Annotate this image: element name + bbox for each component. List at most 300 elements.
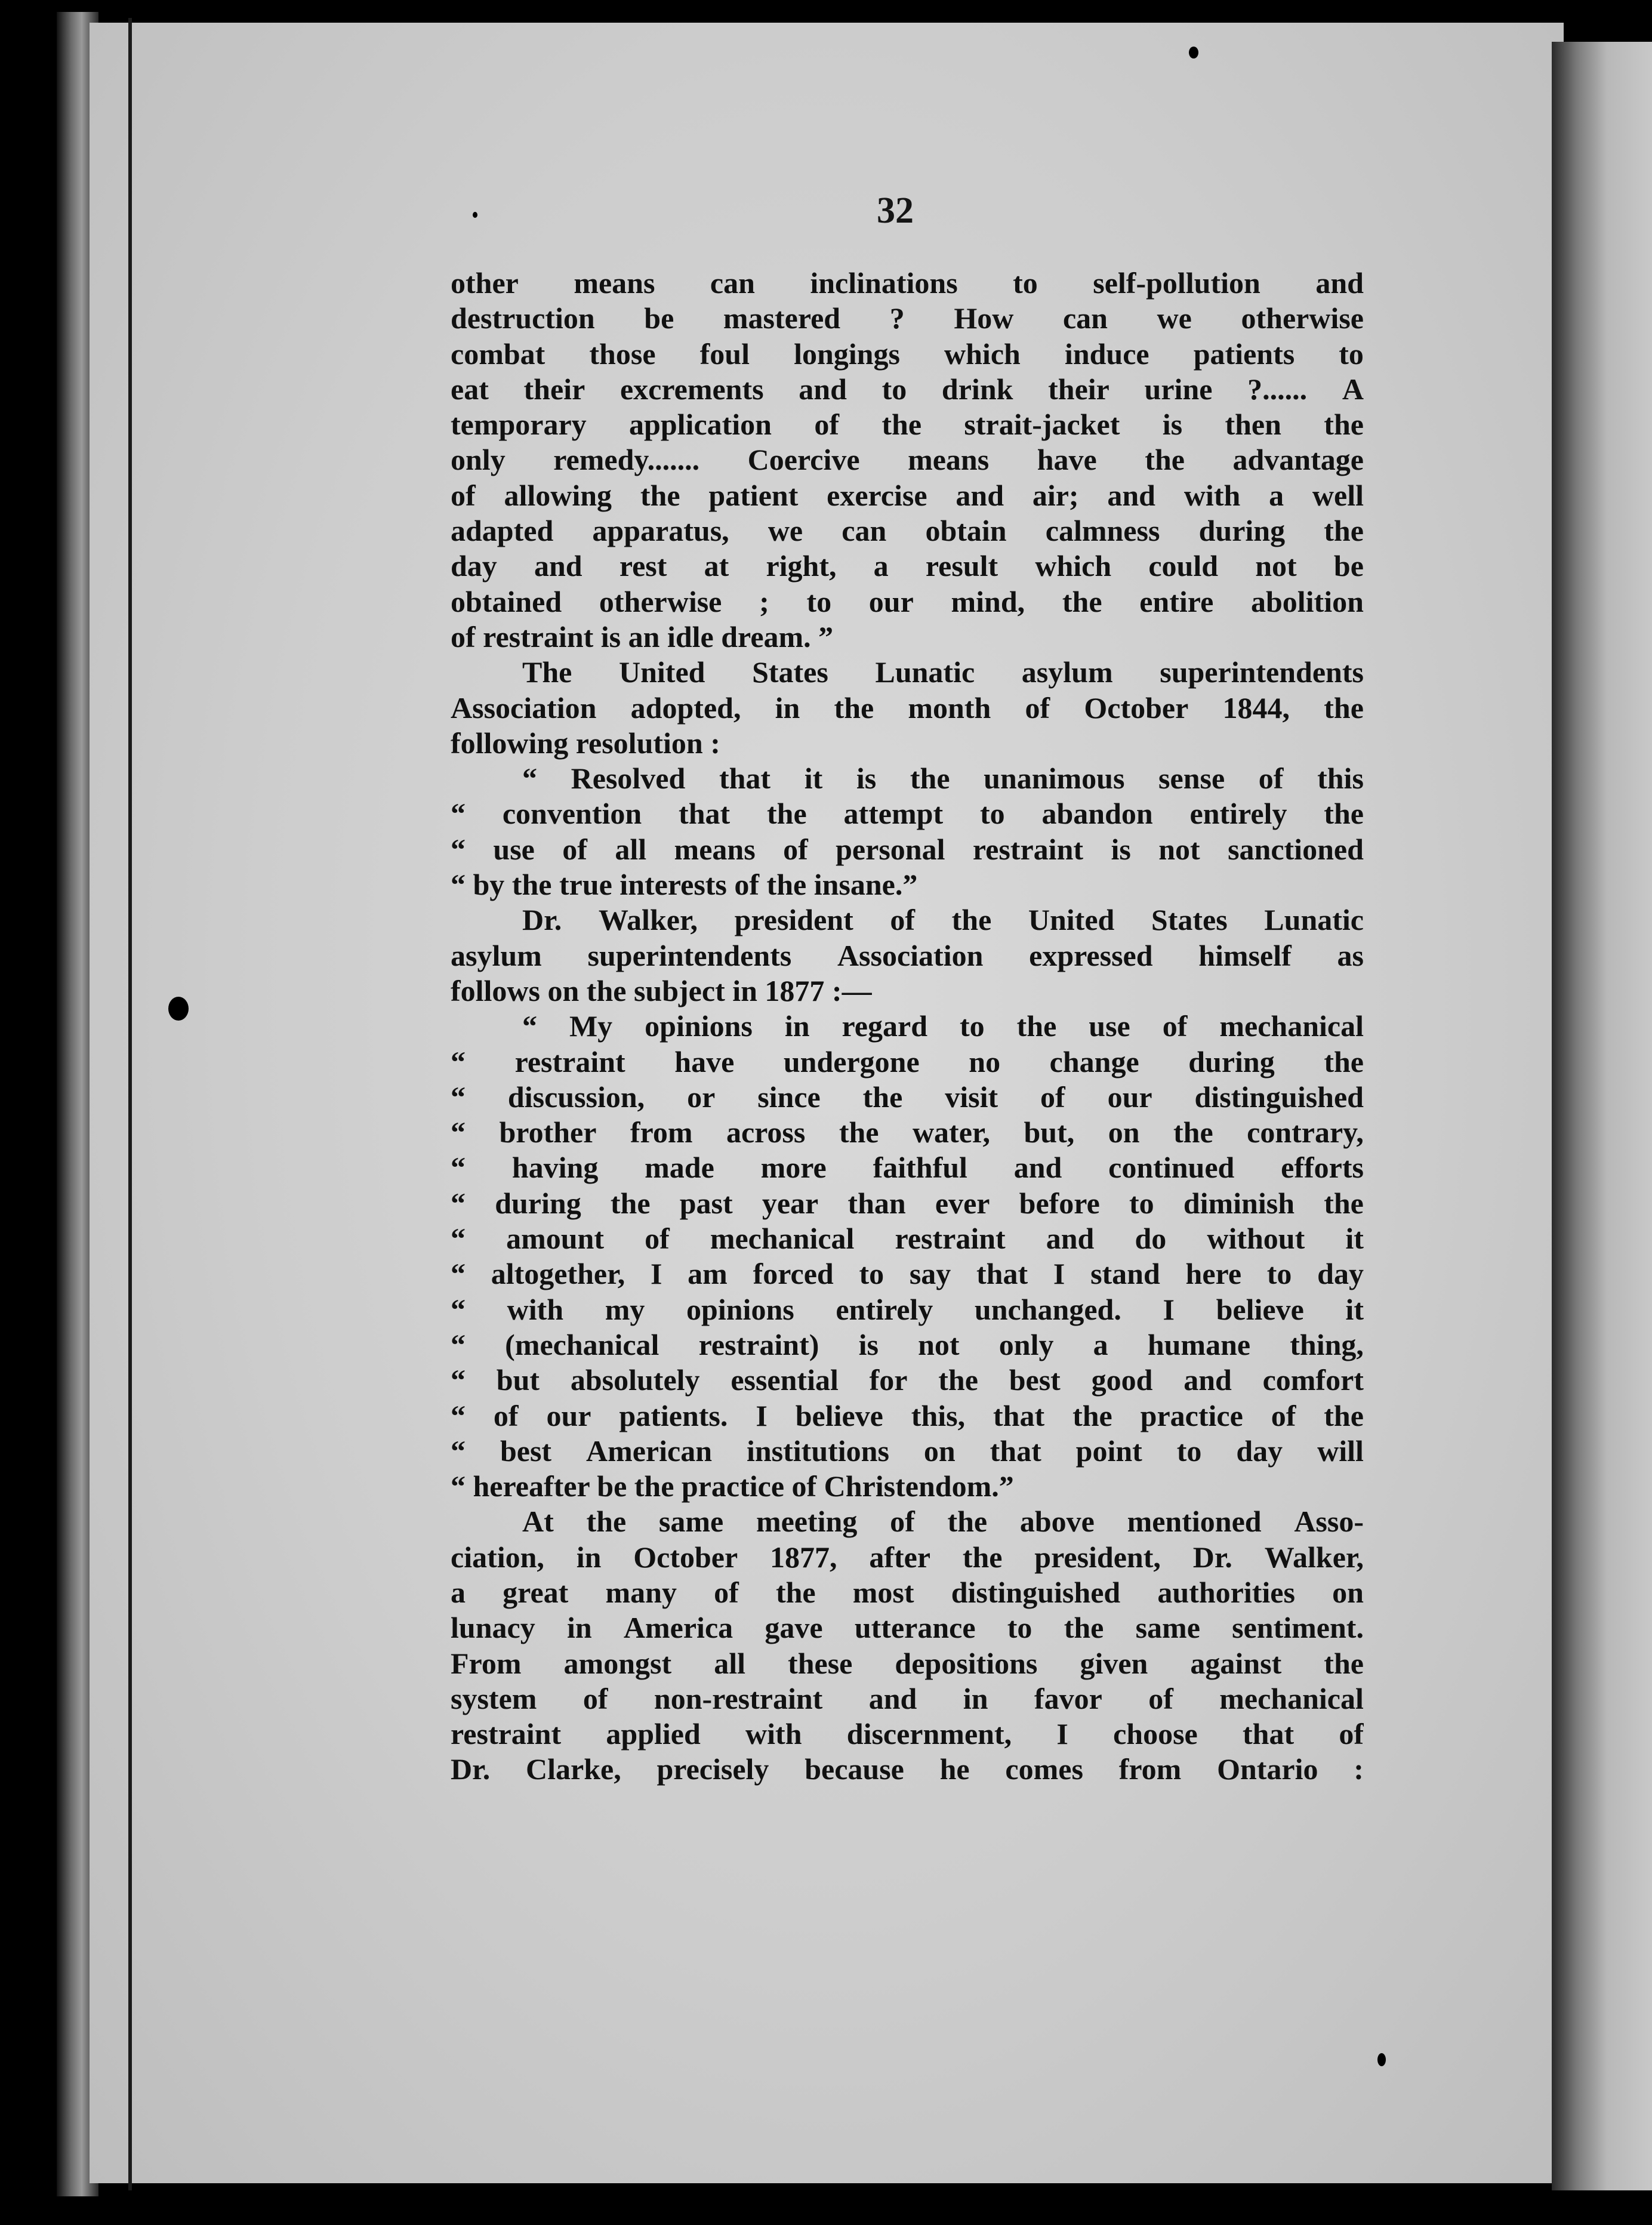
quote-line <box>451 761 1364 796</box>
word: of <box>1148 1681 1173 1715</box>
word: it <box>804 762 823 796</box>
word: ciation, <box>451 1540 544 1574</box>
word: with <box>507 1292 564 1326</box>
word: restraint) <box>698 1327 819 1361</box>
word: of <box>1025 691 1050 725</box>
word: during <box>1198 514 1286 548</box>
word: right, <box>766 549 837 583</box>
word: drink <box>941 372 1013 406</box>
word: of <box>890 903 916 937</box>
word: remedy....... <box>553 443 700 477</box>
word: and <box>956 478 1004 512</box>
word: “ <box>451 1151 466 1185</box>
word: of <box>1258 762 1284 796</box>
word: we <box>1157 301 1192 335</box>
word: mechanical <box>1219 1009 1364 1043</box>
quote-line: “ hereafter be the practice of Christendom.” <box>451 1469 1014 1503</box>
word: entirely <box>836 1292 933 1326</box>
word: not <box>918 1327 960 1361</box>
word: asylum <box>451 938 542 972</box>
word: here <box>1185 1257 1242 1291</box>
text-line <box>451 902 1364 938</box>
word: “ <box>522 1009 537 1043</box>
word: sanctioned <box>1228 832 1364 866</box>
word: to <box>1129 1186 1154 1220</box>
text-line <box>451 1610 1364 1645</box>
text-line <box>451 337 1364 372</box>
word: faithful <box>873 1151 967 1185</box>
word: a <box>1093 1327 1108 1361</box>
word: do <box>1135 1222 1167 1256</box>
word: good <box>1091 1363 1153 1397</box>
text-line <box>451 548 1364 584</box>
word: the <box>1324 691 1364 725</box>
word: on <box>1332 1575 1364 1609</box>
word: unanimous <box>984 762 1125 796</box>
word: after <box>869 1540 931 1574</box>
word: to <box>959 1009 985 1043</box>
text-line <box>451 1716 1364 1752</box>
word: I <box>650 1257 662 1291</box>
word: the <box>1324 408 1364 442</box>
word: than <box>847 1186 906 1220</box>
word: during <box>1188 1044 1275 1078</box>
text-line: follows on the subject in 1877 :— <box>451 973 872 1007</box>
word: that <box>1242 1717 1295 1751</box>
word: to <box>1013 266 1038 300</box>
word: destruction <box>451 301 595 335</box>
word: the <box>910 762 950 796</box>
word: adopted, <box>630 691 741 725</box>
word: use <box>1089 1009 1130 1043</box>
word: Resolved <box>571 762 686 796</box>
word: with <box>1183 478 1241 512</box>
word: of <box>1271 1398 1296 1432</box>
word: the <box>775 1575 816 1609</box>
word: rest <box>619 549 667 583</box>
word: of <box>451 478 476 512</box>
word: and <box>1046 1222 1095 1256</box>
word: temporary <box>451 408 587 442</box>
word: the <box>938 1363 978 1397</box>
word: foul <box>699 337 750 371</box>
word: amongst <box>563 1646 672 1680</box>
text-line <box>451 1681 1364 1716</box>
word: same <box>658 1505 724 1539</box>
word: is <box>858 1327 879 1361</box>
quote-line <box>451 1363 1364 1398</box>
word: day <box>1317 1257 1364 1291</box>
word: and <box>1315 266 1364 300</box>
word: and <box>1107 478 1155 512</box>
word: to <box>1339 337 1364 371</box>
word: undergone <box>783 1044 920 1078</box>
word: their <box>523 372 585 406</box>
word: the <box>951 903 992 937</box>
word: excrements <box>620 372 764 406</box>
word: their <box>1048 372 1109 406</box>
word: Association <box>837 938 984 972</box>
word: regard <box>842 1009 927 1043</box>
word: that <box>990 1434 1041 1468</box>
word: comes <box>1005 1752 1083 1786</box>
word: discernment, <box>846 1717 1012 1751</box>
word: of <box>890 1505 915 1539</box>
word: Walker, <box>1264 1540 1364 1574</box>
word: application <box>629 408 772 442</box>
word: patient <box>708 478 799 512</box>
word: restraint <box>451 1717 562 1751</box>
word: be <box>1333 549 1364 583</box>
word: Clarke, <box>526 1752 621 1786</box>
text-line: following resolution : <box>451 726 720 760</box>
word: sense <box>1158 762 1225 796</box>
word: but, <box>1024 1115 1075 1150</box>
word: choose <box>1113 1717 1198 1751</box>
word: on <box>1108 1115 1140 1150</box>
word: is <box>1111 832 1131 866</box>
word: practice <box>1140 1398 1243 1432</box>
word: urine <box>1144 372 1213 406</box>
quote-line: “ by the true interests of the insane.” <box>451 868 918 902</box>
word: in <box>775 691 800 725</box>
quote-line <box>451 1150 1364 1185</box>
word: “ <box>451 1292 466 1326</box>
word: many <box>605 1575 677 1609</box>
word: “ <box>451 1186 466 1220</box>
word: to <box>979 797 1005 831</box>
word: only <box>451 443 506 477</box>
word: change <box>1049 1044 1139 1078</box>
word: the <box>1072 1398 1112 1432</box>
word: restraint <box>972 832 1084 866</box>
word: president, <box>1034 1540 1161 1574</box>
word: believe <box>795 1398 883 1432</box>
word: this, <box>911 1398 966 1432</box>
word: Lunatic <box>1264 903 1364 937</box>
word: ; <box>759 584 769 618</box>
word: himself <box>1198 938 1292 972</box>
word: “ <box>451 1257 466 1291</box>
word: obtained <box>451 584 562 618</box>
word: entire <box>1139 584 1214 618</box>
word: precisely <box>657 1752 769 1786</box>
word: but <box>496 1363 540 1397</box>
word: to <box>1007 1611 1032 1645</box>
word: institutions <box>746 1434 889 1468</box>
text-line <box>451 372 1364 407</box>
word: year <box>762 1186 819 1220</box>
word: attempt <box>843 797 944 831</box>
word: American <box>585 1434 713 1468</box>
binding-rule <box>128 18 132 2190</box>
word: longings <box>794 337 900 371</box>
word: and <box>868 1681 917 1715</box>
word: to <box>1266 1257 1292 1291</box>
text-line <box>451 691 1364 726</box>
word: “ <box>522 762 537 796</box>
word: amount <box>506 1222 604 1256</box>
word: of <box>814 408 840 442</box>
word: the <box>834 691 874 725</box>
word: opinions <box>686 1292 794 1326</box>
word: and <box>1013 1151 1062 1185</box>
word: patients <box>1193 337 1295 371</box>
word: I <box>756 1398 768 1432</box>
scan-speck <box>168 997 189 1021</box>
word: be <box>644 301 674 335</box>
word: the <box>767 797 807 831</box>
word: superintendents <box>1160 655 1364 689</box>
word: will <box>1317 1434 1364 1468</box>
word: otherwise <box>1241 301 1364 335</box>
word: 1877, <box>770 1540 837 1574</box>
word: for <box>869 1363 908 1397</box>
word: Lunatic <box>875 655 975 689</box>
word: America <box>623 1611 733 1645</box>
word: use <box>493 832 535 866</box>
word: non-restraint <box>654 1681 823 1715</box>
word: “ <box>451 1327 466 1361</box>
word: calmness <box>1045 514 1160 548</box>
word: self-pollution <box>1093 266 1260 300</box>
word: stand <box>1090 1257 1160 1291</box>
word: I <box>1053 1257 1065 1291</box>
word: combat <box>451 337 545 371</box>
word: believe <box>1216 1292 1304 1326</box>
word: ever <box>935 1186 990 1220</box>
word: that <box>993 1398 1045 1432</box>
word: From <box>451 1646 522 1680</box>
word: made <box>645 1151 714 1185</box>
word: more <box>760 1151 827 1185</box>
word: result <box>925 549 998 583</box>
word: before <box>1019 1186 1100 1220</box>
text-line <box>451 266 1364 301</box>
word: to <box>882 372 907 406</box>
word: a <box>451 1575 466 1609</box>
word: or <box>687 1080 716 1114</box>
text-line <box>451 407 1364 442</box>
word: 1844, <box>1222 691 1290 725</box>
word: Dr. <box>522 903 562 937</box>
word: favor <box>1034 1681 1102 1715</box>
page-number: 32 <box>877 190 914 231</box>
word: is <box>856 762 877 796</box>
word: which <box>1035 549 1112 583</box>
word: lunacy <box>451 1611 535 1645</box>
word: can <box>1062 301 1108 335</box>
word: mentioned <box>1127 1505 1262 1539</box>
word: of <box>714 1575 739 1609</box>
word: that <box>976 1257 1028 1291</box>
quote-line <box>451 1398 1364 1434</box>
quote-line <box>451 1221 1364 1256</box>
word: best <box>500 1434 552 1468</box>
word: opinions <box>645 1009 753 1043</box>
word: Association <box>451 691 597 725</box>
word: given <box>1080 1646 1148 1680</box>
word: not <box>1255 549 1297 583</box>
word: to <box>1176 1434 1202 1468</box>
quote-line <box>451 1009 1364 1044</box>
word: which <box>944 337 1021 371</box>
word: having <box>511 1151 599 1185</box>
word: of <box>783 832 808 866</box>
quote-line <box>451 1292 1364 1327</box>
word: (mechanical <box>505 1327 659 1361</box>
word: the <box>862 1080 903 1114</box>
quote-line <box>451 1115 1364 1150</box>
page-body-text <box>451 266 1364 1788</box>
word: entirely <box>1189 797 1287 831</box>
word: it <box>1345 1292 1364 1326</box>
word: otherwise <box>599 584 722 618</box>
word: distinguished <box>951 1575 1121 1609</box>
word: “ <box>451 1363 466 1397</box>
word: exercise <box>827 478 927 512</box>
word: above <box>1019 1505 1095 1539</box>
word: we <box>768 514 803 548</box>
scan-speck <box>1189 47 1198 58</box>
word: water, <box>912 1115 991 1150</box>
word: the <box>1324 514 1364 548</box>
word: utterance <box>854 1611 976 1645</box>
word: obtain <box>925 514 1007 548</box>
word: depositions <box>895 1646 1038 1680</box>
word: United <box>618 655 705 689</box>
word: asylum <box>1021 655 1113 689</box>
word: have <box>674 1044 735 1078</box>
word: in <box>566 1611 592 1645</box>
word: the <box>947 1505 988 1539</box>
quote-line <box>451 1044 1364 1080</box>
quote-line <box>451 1186 1364 1221</box>
word: is <box>1162 408 1183 442</box>
word: these <box>788 1646 853 1680</box>
word: and <box>799 372 847 406</box>
word: to <box>859 1257 884 1291</box>
word: of <box>493 1398 519 1432</box>
word: as <box>1337 938 1364 972</box>
word: the <box>1064 1611 1104 1645</box>
word: patients. <box>619 1398 728 1432</box>
text-line: of restraint is an idle dream. ” <box>451 620 834 654</box>
right-page-edge <box>1552 42 1652 2190</box>
word: no <box>969 1044 1001 1078</box>
word: “ <box>451 1044 466 1078</box>
word: all <box>615 832 647 866</box>
word: adapted <box>451 514 554 548</box>
word: day <box>451 549 497 583</box>
word: abandon <box>1041 797 1153 831</box>
scan-speck <box>1377 2053 1386 2066</box>
text-line <box>451 301 1364 336</box>
word: of <box>1040 1080 1065 1114</box>
word: a <box>873 549 889 583</box>
word: means <box>674 832 756 866</box>
word: gave <box>765 1611 823 1645</box>
quote-line <box>451 1256 1364 1292</box>
scan-speck <box>473 212 477 218</box>
word: the <box>1062 584 1102 618</box>
word: he <box>939 1752 970 1786</box>
word: inclinations <box>810 266 958 300</box>
word: I <box>1163 1292 1175 1326</box>
word: only <box>998 1327 1054 1361</box>
word: the <box>640 478 680 512</box>
word: say <box>909 1257 951 1291</box>
word: in <box>784 1009 810 1043</box>
word: unchanged. <box>974 1292 1121 1326</box>
word: convention <box>502 797 642 831</box>
word: could <box>1148 549 1219 583</box>
word: means <box>574 266 655 300</box>
word: How <box>954 301 1014 335</box>
text-line <box>451 584 1364 620</box>
word: discussion, <box>507 1080 645 1114</box>
word: the <box>839 1115 879 1150</box>
text-line <box>451 1752 1364 1787</box>
word: comfort <box>1262 1363 1364 1397</box>
quote-line <box>451 1327 1364 1363</box>
word: our <box>546 1398 591 1432</box>
word: the <box>1173 1115 1213 1150</box>
word: expressed <box>1029 938 1153 972</box>
word: without <box>1207 1222 1305 1256</box>
word: of <box>1339 1717 1364 1751</box>
word: and <box>534 549 582 583</box>
word: of <box>645 1222 670 1256</box>
word: The <box>522 655 572 689</box>
word: mechanical <box>1219 1681 1364 1715</box>
word: to <box>806 584 832 618</box>
word: My <box>569 1009 613 1043</box>
text-line <box>451 513 1364 548</box>
word: system <box>451 1681 537 1715</box>
word: the <box>882 408 922 442</box>
word: October <box>1084 691 1189 725</box>
word: forced <box>753 1257 834 1291</box>
word: At <box>522 1505 554 1539</box>
word: “ <box>451 1398 466 1432</box>
word: on <box>923 1434 956 1468</box>
word: the <box>1145 443 1185 477</box>
word: superintendents <box>587 938 792 972</box>
word: from <box>1118 1752 1182 1786</box>
word: of <box>1162 1009 1188 1043</box>
word: the <box>1016 1009 1057 1043</box>
word: have <box>1037 443 1097 477</box>
word: the <box>586 1505 627 1539</box>
word: mechanical <box>710 1222 855 1256</box>
word: apparatus, <box>592 514 729 548</box>
word: great <box>503 1575 569 1609</box>
text-line <box>451 1504 1364 1539</box>
quote-line <box>451 1434 1364 1469</box>
text-line <box>451 478 1364 513</box>
word: ? <box>889 301 905 335</box>
quote-line <box>451 832 1364 867</box>
word: thing, <box>1290 1327 1364 1361</box>
word: the <box>1324 1186 1364 1220</box>
word: absolutely <box>570 1363 700 1397</box>
word: best <box>1009 1363 1061 1397</box>
word: since <box>757 1080 821 1114</box>
word: the <box>1324 797 1364 831</box>
word: against <box>1190 1646 1282 1680</box>
text-line <box>451 938 1364 973</box>
